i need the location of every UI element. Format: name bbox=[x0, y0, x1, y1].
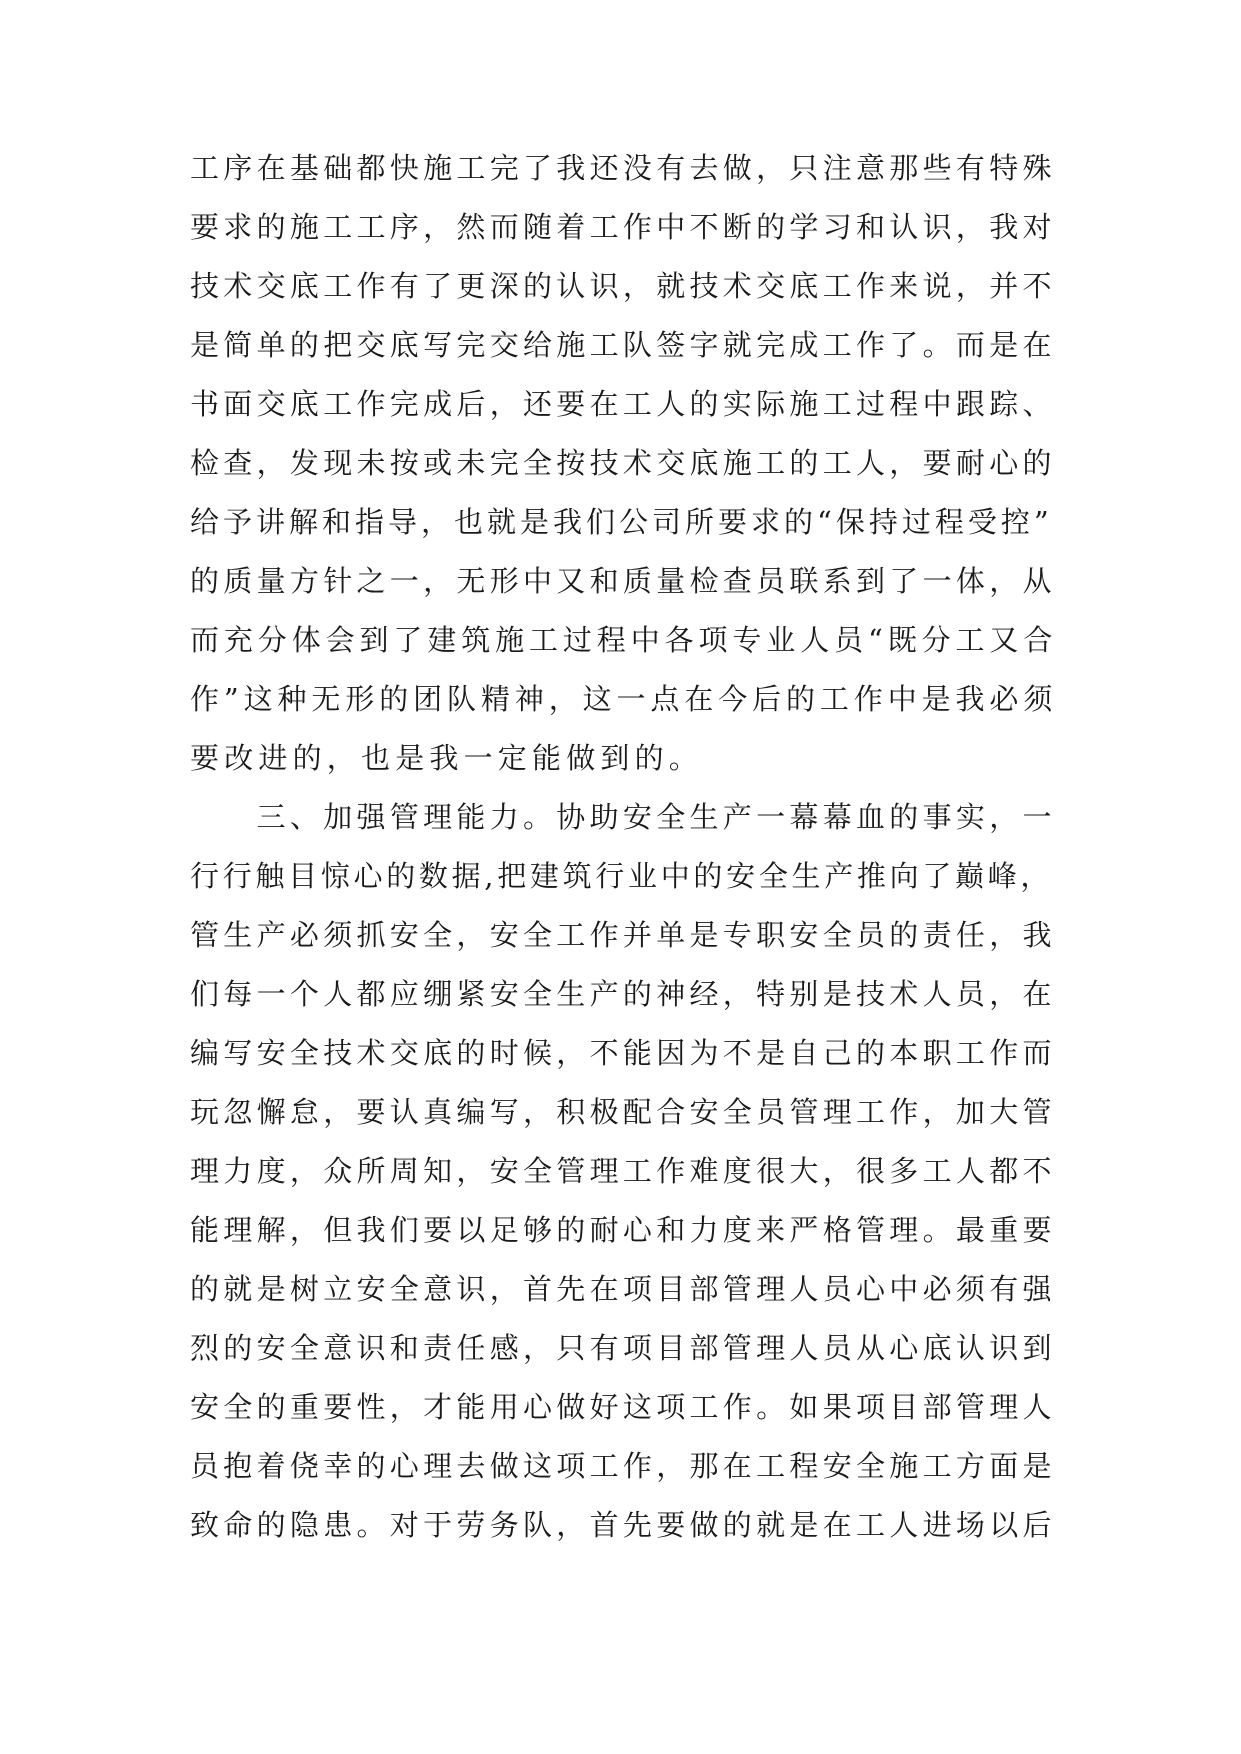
text-line: 安全的重要性，才能用心做好这项工作。如果项目部管理人 bbox=[190, 1390, 1056, 1424]
text-line: 能理解，但我们要以足够的耐心和力度来严格管理。最重要 bbox=[190, 1213, 1056, 1247]
text-line: 的质量方针之一，无形中又和质量检查员联系到了一体，从 bbox=[190, 564, 1056, 598]
text-line: 烈的安全意识和责任感，只有项目部管理人员从心底认识到 bbox=[190, 1331, 1056, 1365]
text-line: 要求的施工工序，然而随着工作中不断的学习和认识，我对 bbox=[190, 210, 1056, 244]
text-line: 而充分体会到了建筑施工过程中各项专业人员“既分工又合 bbox=[190, 623, 1058, 657]
text-line: 的就是树立安全意识，首先在项目部管理人员心中必须有强 bbox=[190, 1272, 1056, 1306]
text-line: 工序在基础都快施工完了我还没有去做，只注意那些有特殊 bbox=[190, 151, 1056, 185]
text-line: 编写安全技术交底的时候，不能因为不是自己的本职工作而 bbox=[190, 1036, 1056, 1070]
text-line: 技术交底工作有了更深的认识，就技术交底工作来说，并不 bbox=[190, 269, 1056, 303]
text-line: 玩忽懈怠，要认真编写，积极配合安全员管理工作，加大管 bbox=[190, 1095, 1056, 1129]
text-line: 检查，发现未按或未完全按技术交底施工的工人，要耐心的 bbox=[190, 446, 1056, 480]
text-line: 行行触目惊心的数据,把建筑行业中的安全生产推向了巅峰， bbox=[190, 859, 1054, 893]
text-line: 管生产必须抓安全，安全工作并单是专职安全员的责任，我 bbox=[190, 918, 1056, 952]
text-line: 要改进的，也是我一定能做到的。 bbox=[190, 741, 704, 775]
text-line: 理力度，众所周知，安全管理工作难度很大，很多工人都不 bbox=[190, 1154, 1056, 1188]
body-text bbox=[190, 139, 1060, 1555]
text-line: 给予讲解和指导，也就是我们公司所要求的“保持过程受控” bbox=[190, 505, 1053, 539]
text-line: 书面交底工作完成后，还要在工人的实际施工过程中跟踪、 bbox=[190, 387, 1056, 421]
text-line: 员抱着侥幸的心理去做这项工作，那在工程安全施工方面是 bbox=[190, 1449, 1056, 1483]
text-line: 是简单的把交底写完交给施工队签字就完成工作了。而是在 bbox=[190, 328, 1056, 362]
text-line: 作”这种无形的团队精神，这一点在今后的工作中是我必须 bbox=[190, 682, 1058, 716]
paragraph-heading-line: 三、加强管理能力。协助安全生产一幕幕血的事实，一 bbox=[190, 800, 1056, 834]
text-line: 致命的隐患。对于劳务队，首先要做的就是在工人进场以后 bbox=[190, 1508, 1056, 1542]
text-line: 们每一个人都应绷紧安全生产的神经，特别是技术人员，在 bbox=[190, 977, 1056, 1011]
